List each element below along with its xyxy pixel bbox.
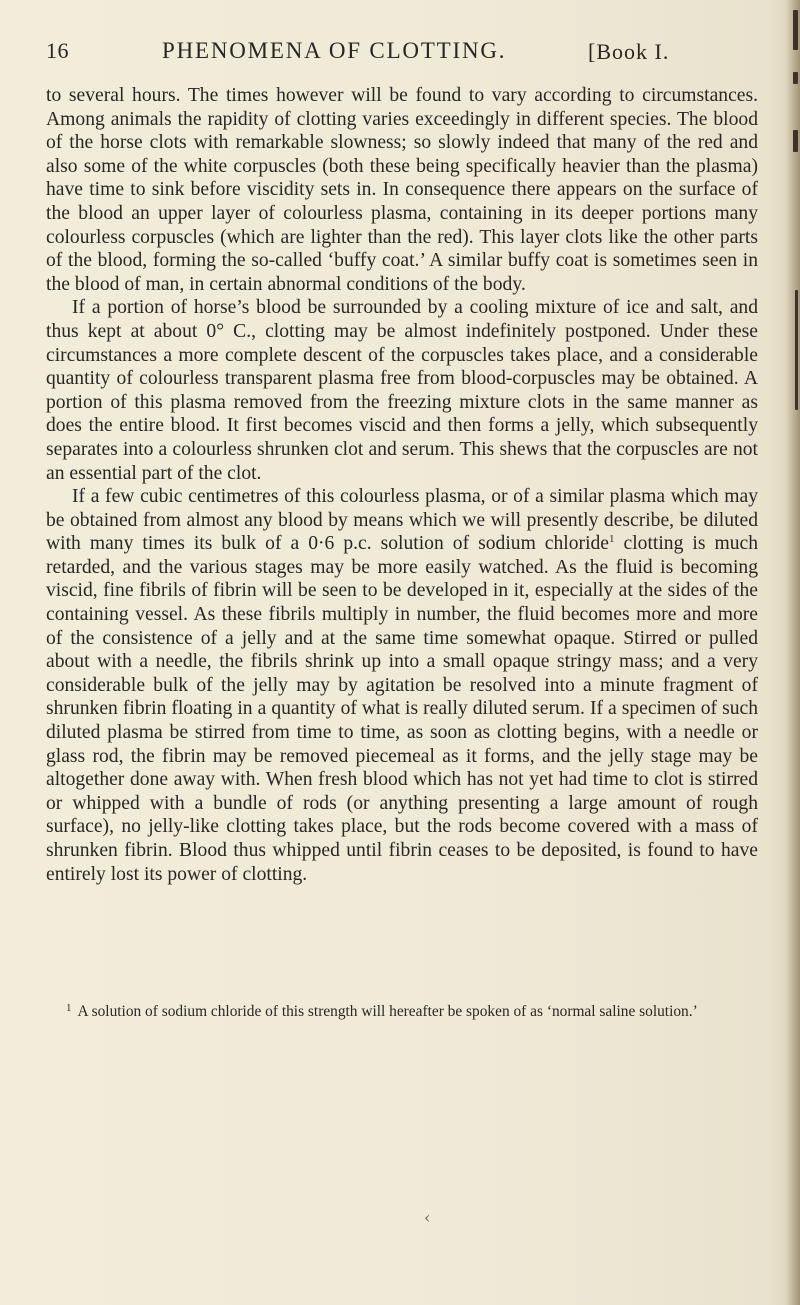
page-edge-mark (793, 72, 798, 84)
body-text (46, 84, 758, 886)
paragraph-2: If a portion of horse’s blood be surrounded by a cooling mixture of ice and salt, and thus kept at about 0° C., clotting may be almost indefinitely postponed. Under these circumstances a more complete descent of the corpuscles takes place, and a considerable quantity of colourless transparent plasma free from blood-corpuscles may be obtained. A portion of this plasma removed from the freezing mixture clots in the same manner as does the entire blood. It first becomes viscid and then forms a jelly, which subsequently separates into a colourless shrunken clot and serum. This shews that the corpuscles are not an essential part of the clot. (46, 297, 758, 484)
footnote-reference[interactable]: 1 (609, 533, 615, 546)
running-title: PHENOMENA OF CLOTTING. (162, 38, 507, 63)
running-head (46, 38, 766, 74)
page-edge-mark (793, 10, 798, 50)
page-edge-mark (795, 290, 798, 410)
page-number: 16 (46, 38, 69, 63)
page-edge-shadow (786, 0, 800, 1305)
paragraph-3 (46, 485, 758, 886)
page-edge-mark (793, 130, 798, 152)
paragraph-1: to several hours. The times however will be found to vary according to circumstances. Among animals the rapidity of clotting varies exceedingly in different species. The blood of the horse clots with remarkable slowness; so slowly indeed that many of the red and also some of the white corpuscles (both these being specifically heavier than the plasma) have time to sink before viscidity sets in. In consequence there appears on the surface of the blood an upper layer of colourless plasma, containing in its deeper portions many colourless corpuscles (which are lighter than the red). This layer clots like the other parts of the blood, forming the so-called ‘buffy coat.’ A similar buffy coat is sometimes seen in the blood of man, in certain abnormal conditions of the body. (46, 85, 758, 295)
footnote-text: A solution of sodium chloride of this strength will hereafter be spoken of as ‘normal saline solution.’ (77, 1003, 698, 1020)
footnote-marker: 1 (66, 1002, 72, 1014)
book-label: [Book I. (588, 39, 670, 64)
stray-mark: ‹ (424, 1208, 431, 1227)
paragraph-3-text: If a few cubic centimetres of this colourless plasma, or of a similar plasma which may be obtained from almost any blood by means which we will presently describe, be diluted with many times its bulk of a 0·6 p.c. solution of sodium chloride (46, 486, 758, 555)
paragraph-3-continued: clotting is much retarded, and the various stages may be more easily watched. As the fluid is becoming viscid, fine fibrils of fibrin will be seen to be developed in it, especially at the sides of the containing vessel. As these fibrils multiply in number, the fluid becomes more and more of the consistence of a jelly and at the same time somewhat opaque. Stirred or pulled about with a needle, the fibrils shrink up into a small opaque stringy mass; and a very considerable bulk of the jelly may by agitation be resolved into a minute fragment of shrunken fibrin floating in a quantity of what is really diluted serum. If a specimen of such diluted plasma be stirred from time to time, as soon as clotting begins, with a needle or glass rod, the fibrin may be removed piecemeal as it forms, and the jelly stage may be altogether done away with. When fresh blood which has not yet had time to clot is stirred or whipped with a bundle of rods (or anything presenting a large amount of rough surface), no jelly-like clotting takes place, but the rods become covered with a mass of shrunken fibrin. Blood thus whipped until fibrin ceases to be deposited, is found to have entirely lost its power of clotting. (46, 533, 758, 885)
footnote (46, 1002, 758, 1022)
